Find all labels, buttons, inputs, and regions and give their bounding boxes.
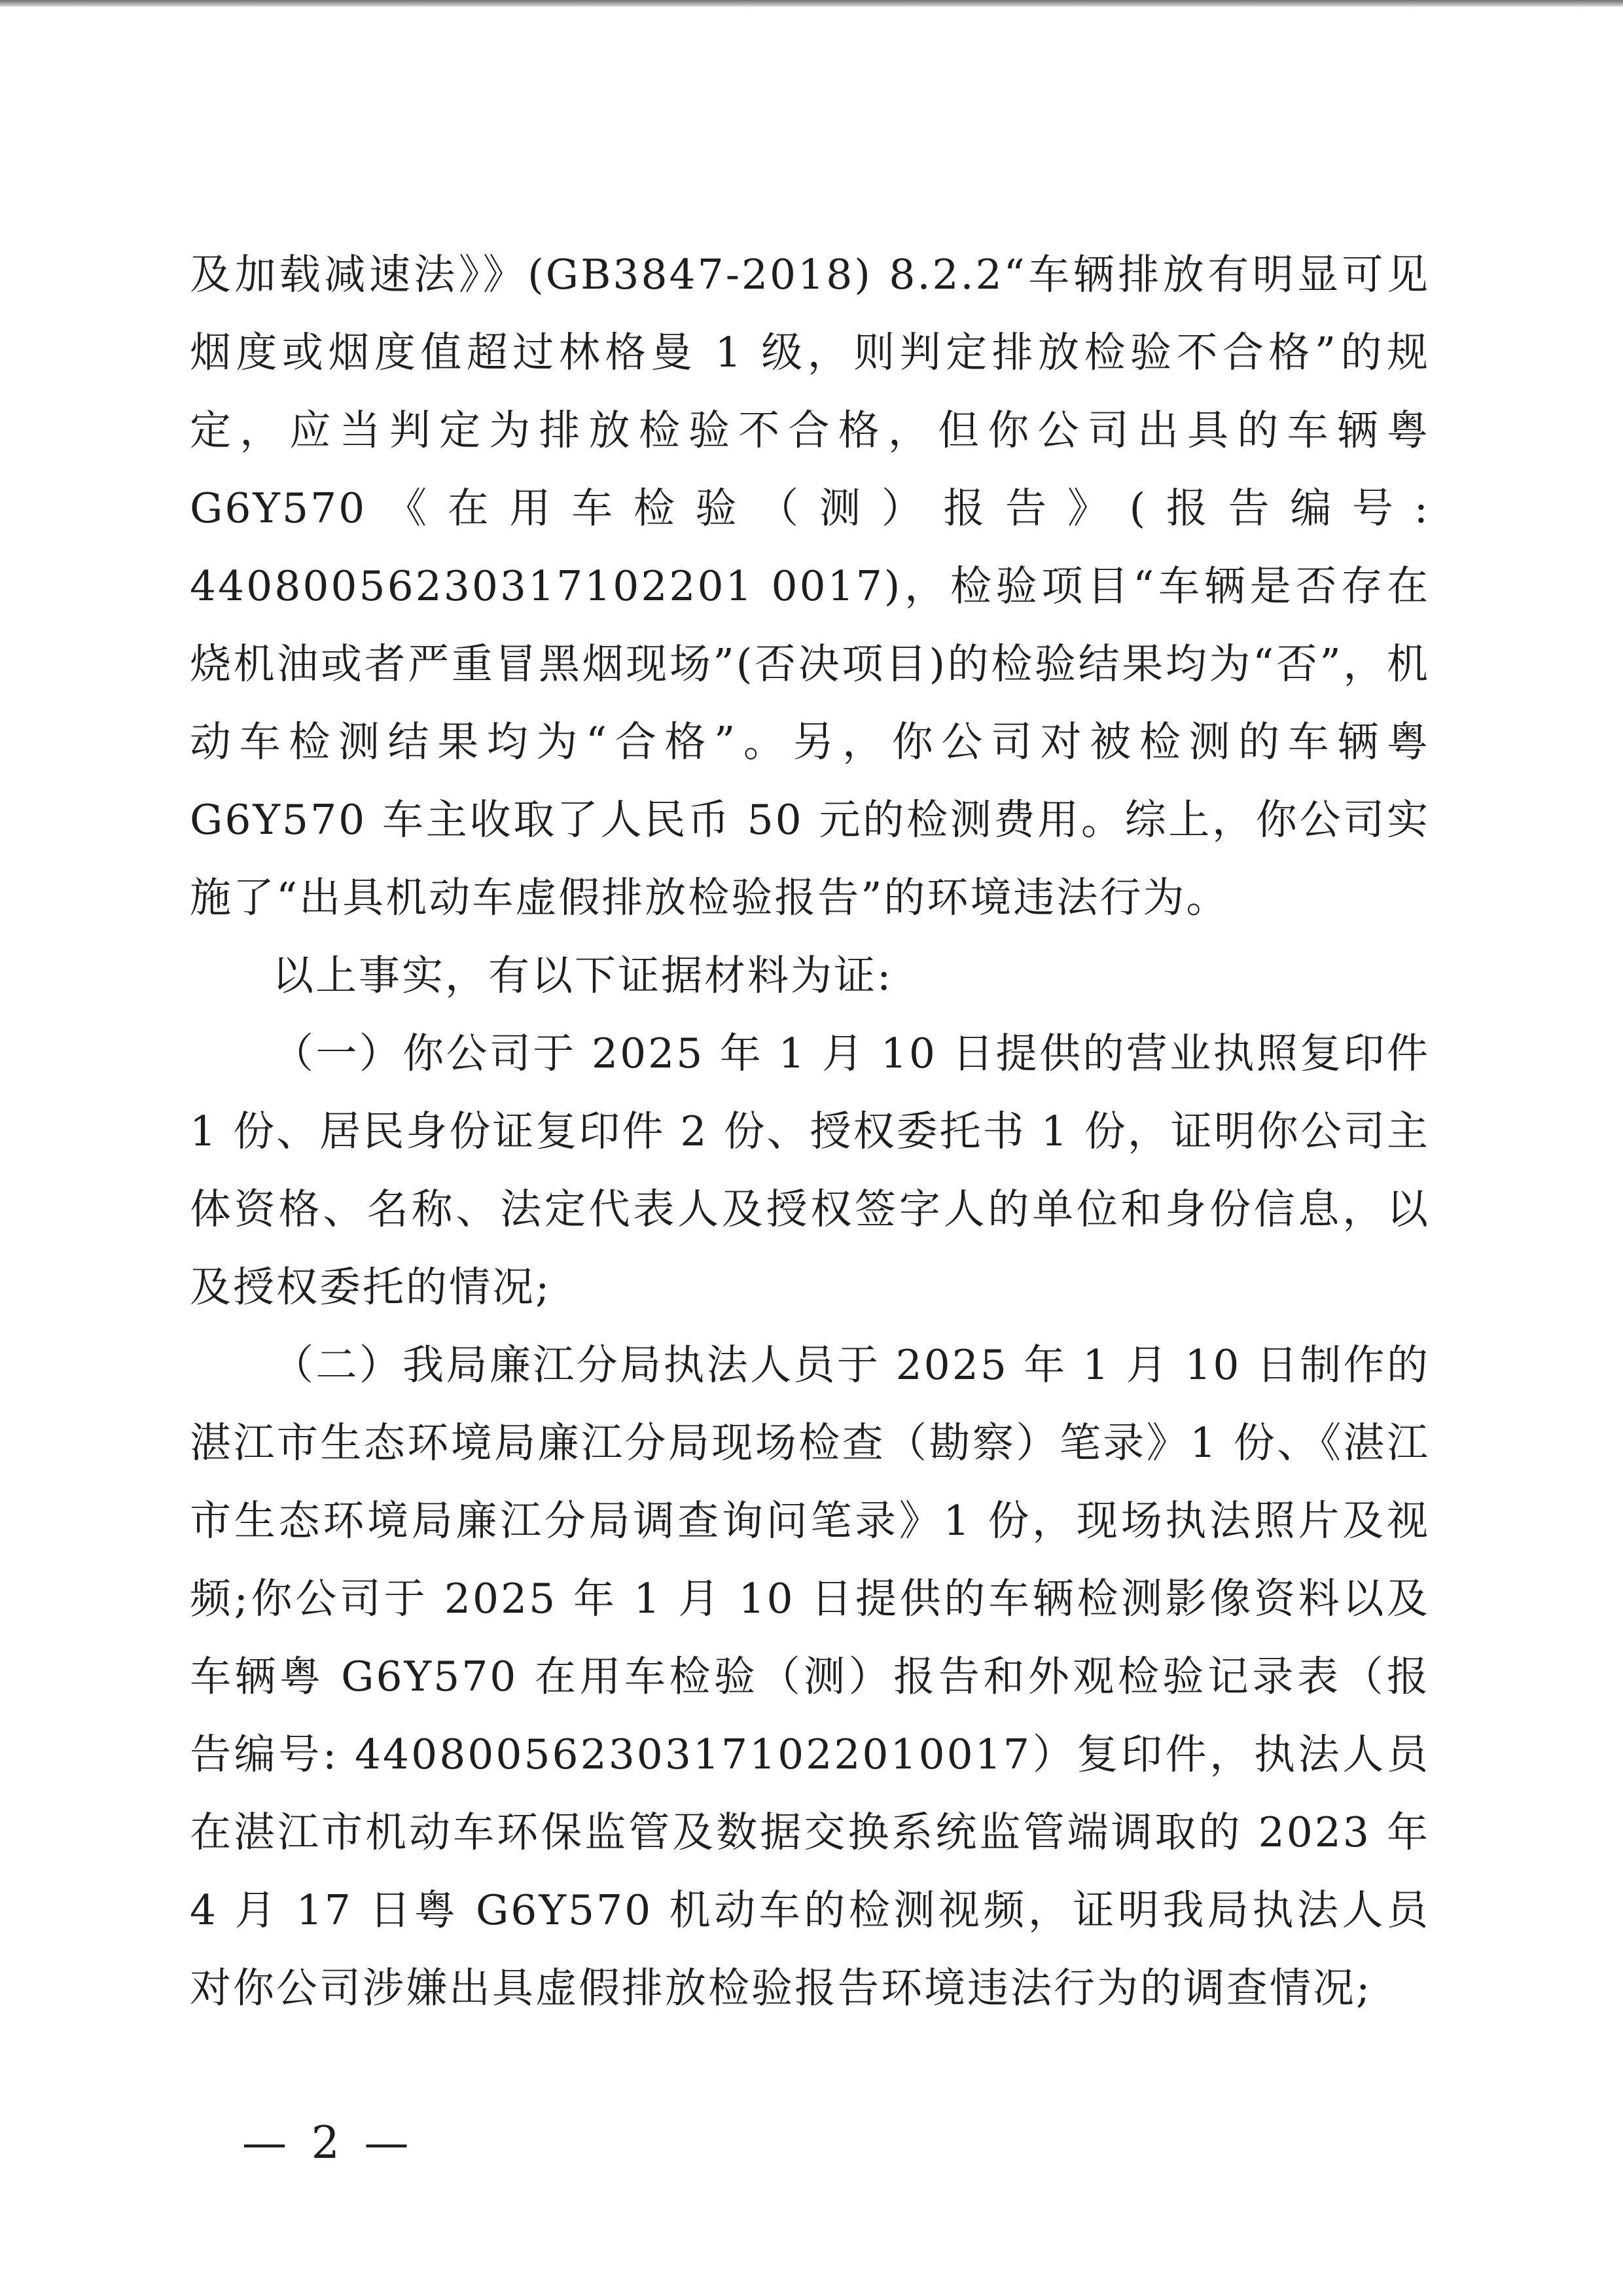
document-body [190, 236, 1430, 2027]
paragraph-evidence-intro: 以上事实，有以下证据材料为证: [272, 952, 893, 999]
paragraph-evidence-item-1: （一）你公司于 2025 年 1 月 10 日提供的营业执照复印件 1 份、居民身份证复印件 2 份、授权委托书 1 份，证明你公司主体资格、名称、法定代表人及授权签字人的单位和身份信息，以及授权委托的情况; [190, 1030, 1430, 1311]
page-number: — 2 — [242, 2117, 414, 2169]
scan-top-edge [0, 0, 1623, 7]
paragraph-continued-violation: 及加载减速法》》(GB3847-2018) 8.2.2“车辆排放有明显可见烟度或烟度值超过林格曼 1 级，则判定排放检验不合格”的规定，应当判定为排放检验不合格，但你公司出具的车辆粤 G6Y570《在用车检验（测）报告》(报告编号: 44080056230317102201 0017)，检验项目“车辆是否存在烧机油或者严重冒黑烟现场”(否决项目)的检验结果均为“否”，机动车检测结果均为“合格”。另，你公司对被检测的车辆粤 G6Y570 车主收取了人民币 50 元的检测费用。综上，你公司实施了“出具机动车虚假排放检验报告”的环境违法行为。 [190, 251, 1430, 922]
paragraph-evidence-item-2: （二）我局廉江分局执法人员于 2025 年 1 月 10 日制作的湛江市生态环境局廉江分局现场检查（勘察）笔录》1 份、《湛江市生态环境局廉江分局调查询问笔录》1 份，现场执法照片及视频;你公司于 2025 年 1 月 10 日提供的车辆检测影像资料以及车辆粤 G6Y570 在用车检验（测）报告和外观检验记录表（报告编号: 440800562303171022010017）复印件，执法人员在湛江市机动车环保监管及数据交换系统监管端调取的 2023 年 4 月 17 日粤 G6Y570 机动车的检测视频，证明我局执法人员对你公司涉嫌出具虚假排放检验报告环境违法行为的调查情况; [190, 1341, 1430, 2012]
